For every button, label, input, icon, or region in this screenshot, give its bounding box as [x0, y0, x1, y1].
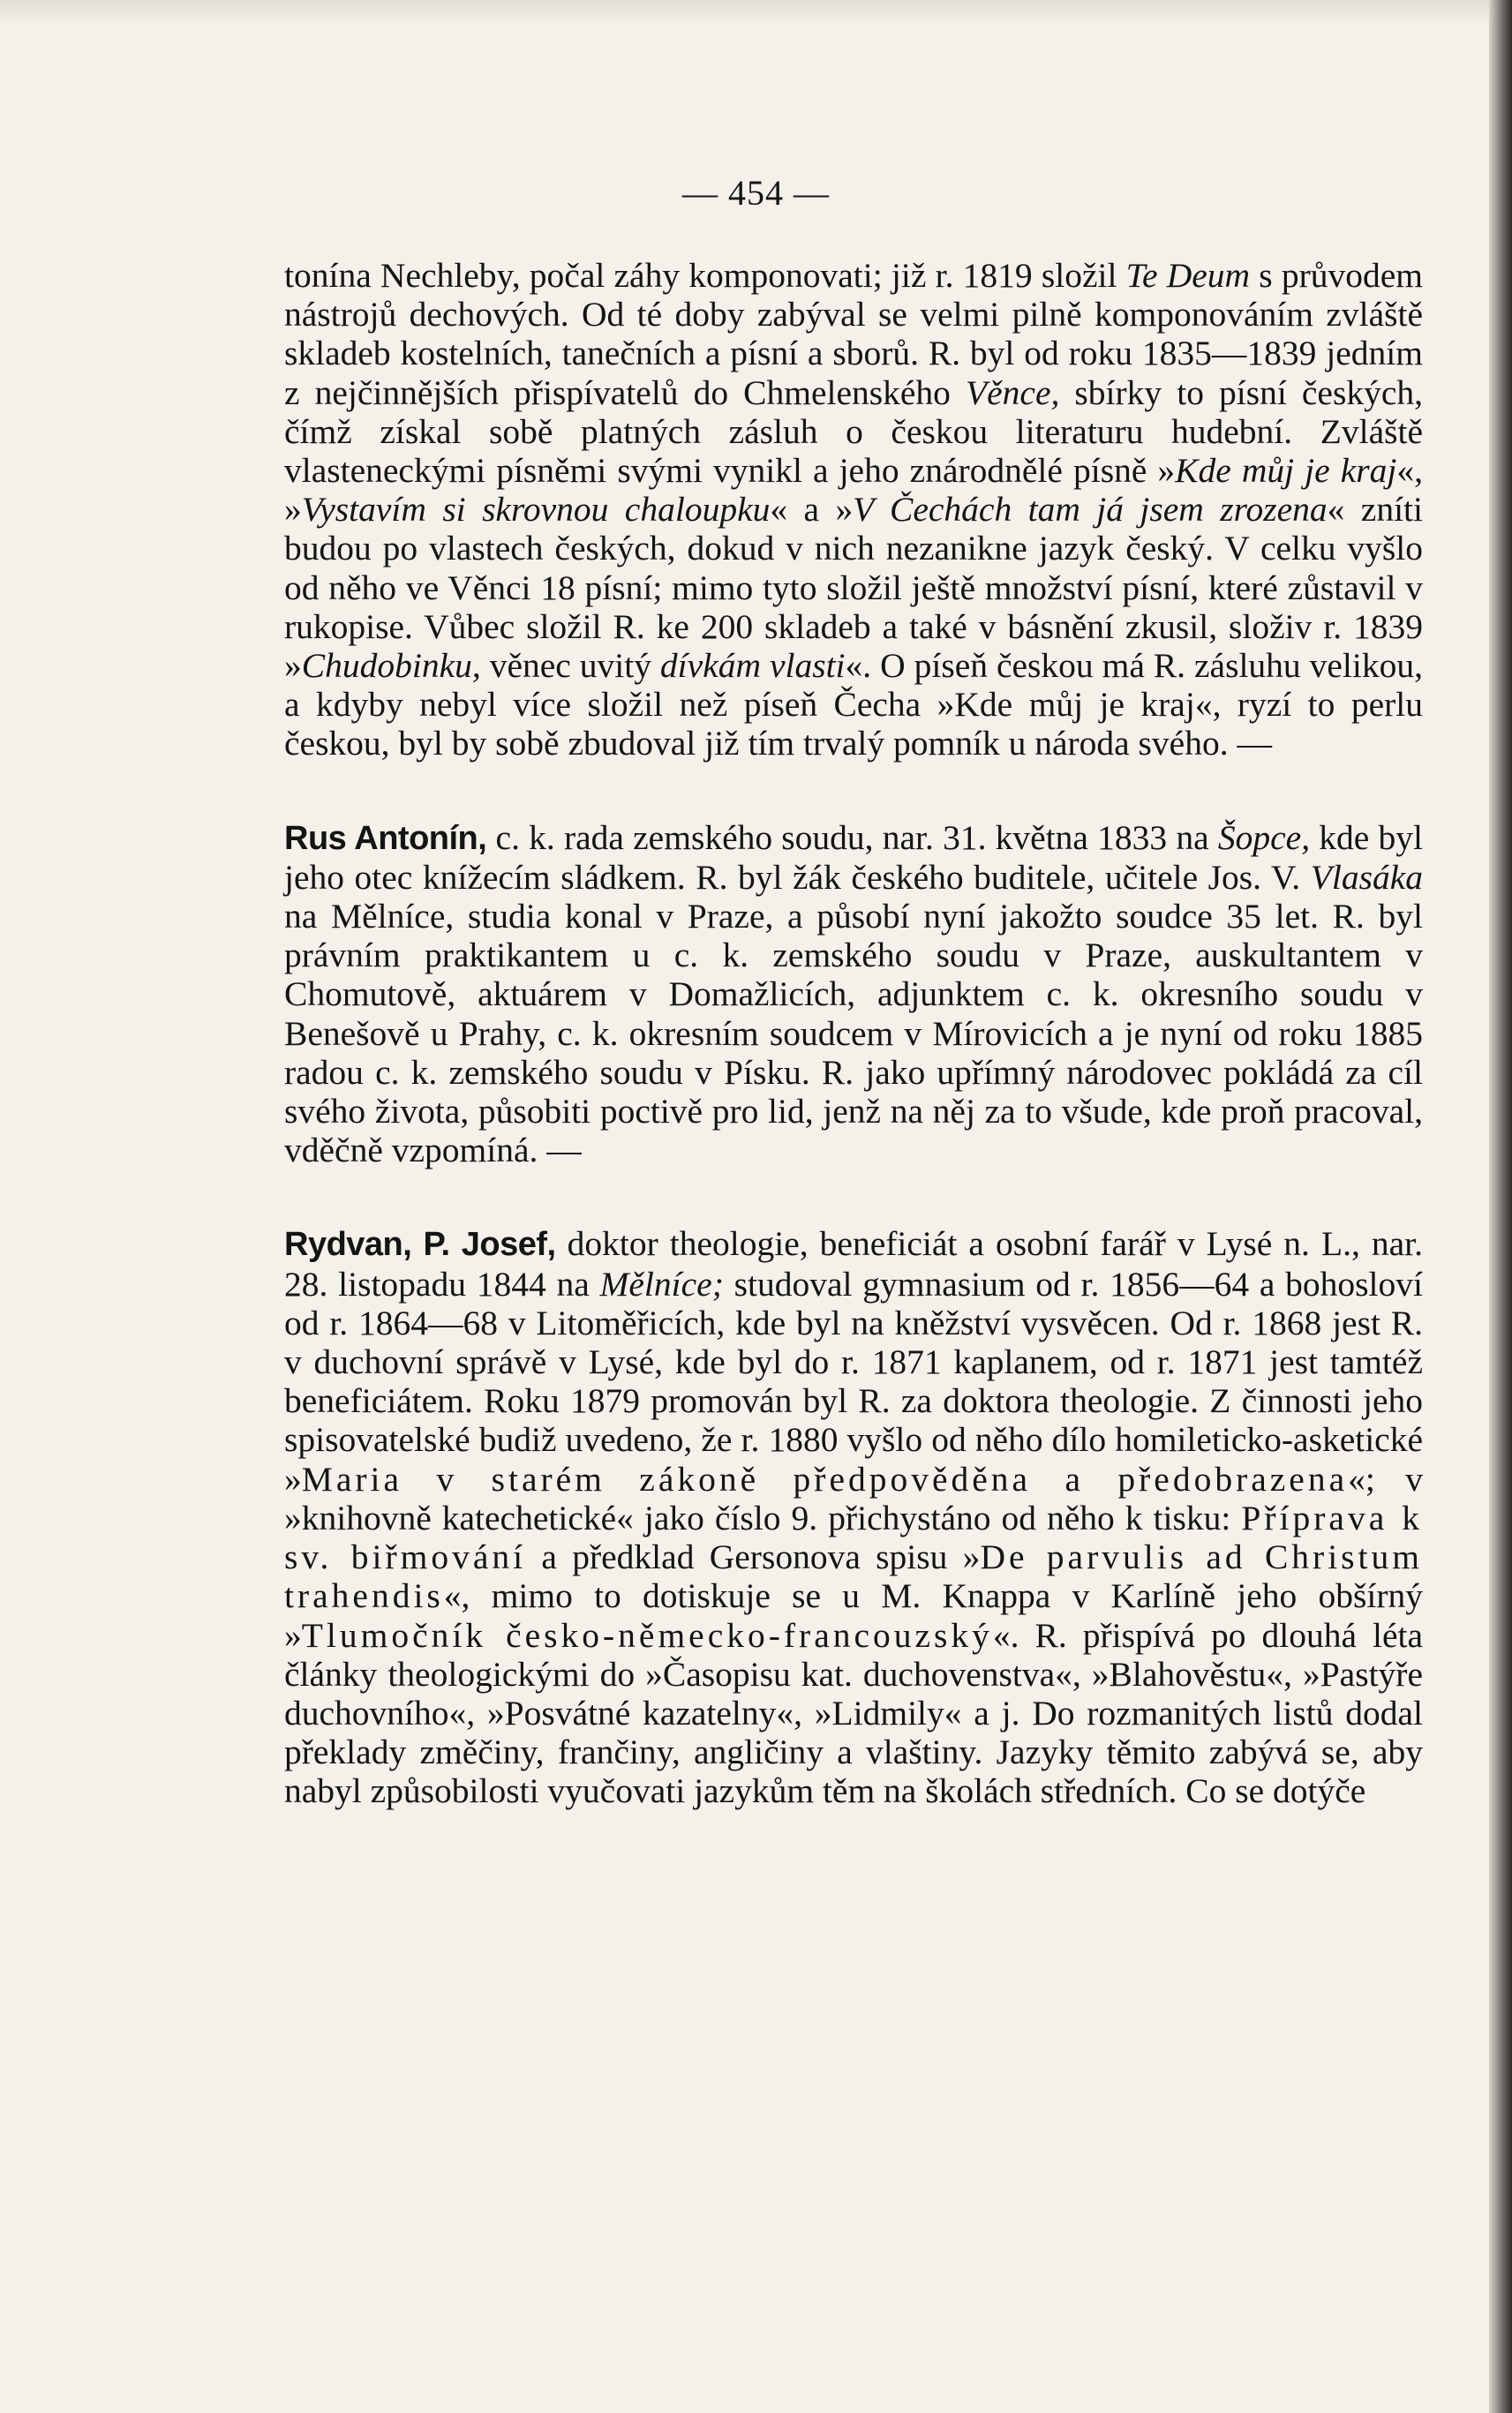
text-run: kde byl jeho otec knížecím sládkem. R. byl žák českého buditele, učitele Jos. V. — [284, 817, 1423, 897]
text-run: na Mělníce, studia konal v Praze, a působí nyní jakožto soudce 35 let. R. byl právním praktikantem u c. k. zemského soudu v Praze, auskultantem v Chomutově, aktuárem v Domažlicích, adjunktem c. k. okresního soudu v Benešově u Prahy, c. k. okresním soudcem v Mírovicích a je nyní od roku 1885 radou c. k. zemského soudu v Písku. R. jako upřímný národovec pokládá za cíl svého života, působiti poctivě pro lid, jenž na něj za to všude, kde proň pracoval, vděčně vzpomíná. — — [284, 897, 1423, 1170]
spaced-title: De parvulis ad Christum trahendis — [284, 1537, 1423, 1616]
spaced-title: Tlumočník česko-německo-francouzský — [301, 1615, 993, 1655]
text-run: «. O píseň českou má R. zásluhu velikou, a kdyby nebyl více složil než píseň Čecha »Kde můj je kraj«, ryzí to perlu českou, byl by sobě zbudoval již tím trvalý pomník u národa svého. — — [284, 646, 1423, 763]
text-run: « zníti budou po vlastech českých, dokud v nich nezanikne jazyk český. V celku vyšlo od něho ve Věnci 18 písní; mimo tyto složil ještě množství písní, které zůstavil v rukopise. Vůbec složil R. ke 200 skladeb a také v básnění zkusil, složiv r. 1839 » — [284, 490, 1423, 686]
italic-text: Te Deum — [1125, 256, 1251, 295]
text-run: «; v »knihovně katechetické« jako číslo 9. přichystáno od něho k tisku: — [284, 1459, 1423, 1537]
entry-name: Rus Antonín, — [284, 819, 487, 857]
italic-text: Chudobinku, — [301, 646, 481, 686]
spaced-title: Maria v starém zákoně předpověděna a předobrazena — [301, 1459, 1349, 1499]
italic-text: Mělníce; — [599, 1264, 724, 1304]
page-number: — 454 — — [682, 173, 830, 213]
entry-rydvan-josef — [284, 1224, 1423, 1810]
italic-text: Kde můj je kraj — [1175, 451, 1397, 491]
page-body — [284, 256, 1423, 1811]
italic-text: Šopce, — [1217, 817, 1311, 857]
scan-shadow-right — [1489, 0, 1512, 2413]
entry-rus-antonin — [284, 818, 1423, 1170]
text-run: «. R. přispívá po dlouhá léta články theologickými do »Časopisu kat. duchovenstva«, »Blahověstu«, »Pastýře duchovního«, »Posvátné kazatelny«, »Lidmily« a j. Do rozmanitých listů dodal překlady změčiny, frančiny, angličiny a vlaštiny. Jazyky těmito zabývá se, aby nabyl způsobilosti vyučovati jazykům těm na školách středních. Co se dotýče — [284, 1615, 1423, 1811]
entry-nechleba — [284, 256, 1423, 763]
scan-shadow-top — [0, 0, 1512, 26]
text-run: «, mimo to dotiskuje se u M. Knappa v Karlíně jeho obšírný » — [284, 1576, 1423, 1655]
spaced-title: Příprava k sv. biřmování — [284, 1498, 1423, 1577]
text-run: doktor theologie, beneficiát a osobní farář v Lysé n. L., nar. 28. listopadu 1844 na — [284, 1224, 1423, 1304]
text-run: « a » — [770, 490, 854, 530]
text-run: «, » — [284, 451, 1423, 530]
text-run: c. k. rada zemského soudu, nar. 31. května 1833 na — [486, 817, 1218, 857]
italic-text: Vlasáka — [1310, 857, 1423, 897]
text-run: s průvodem nástrojů dechových. Od té doby zabýval se velmi pilně komponováním zvláště skladeb kostelních, tanečních a písní a sborů. R. byl od roku 1835—1839 jedním z nejčinnějších přispívatelů do Chmelenského — [284, 256, 1423, 412]
text-run: sbírky to písní českých, čímž získal sobě platných zásluh o českou literaturu hudební. Zvláště vlasteneckými písněmi svými vynikl a jeho znárodnělé písně » — [284, 372, 1423, 491]
italic-text: V Čechách tam já jsem zrozena — [853, 490, 1328, 530]
italic-text: dívkám vlasti — [659, 646, 846, 686]
text-run: tonína Nechleby, počal záhy komponovati; již r. 1819 složil — [284, 256, 1126, 295]
entry-name: Rydvan, P. Josef, — [284, 1226, 556, 1264]
text-run: studoval gymnasium od r. 1856—64 a bohosloví od r. 1864—68 v Litoměřicích, kde byl na kněžství vysvěcen. Od r. 1868 jest R. v duchovní správě v Lysé, kde byl do r. 1871 kaplanem, od r. 1871 jest tamtéž beneficiátem. Roku 1879 promován byl R. za doktora theologie. Z činnosti jeho spisovatelské budiž uvedeno, že r. 1880 vyšlo od něho dílo homileticko-asketické » — [284, 1264, 1424, 1499]
text-run: a předklad Gersonova spisu » — [526, 1537, 981, 1577]
text-run: věnec uvitý — [480, 646, 660, 686]
italic-text: Věnce, — [966, 372, 1060, 412]
italic-text: Vystavím si skrovnou chaloupku — [301, 490, 771, 530]
